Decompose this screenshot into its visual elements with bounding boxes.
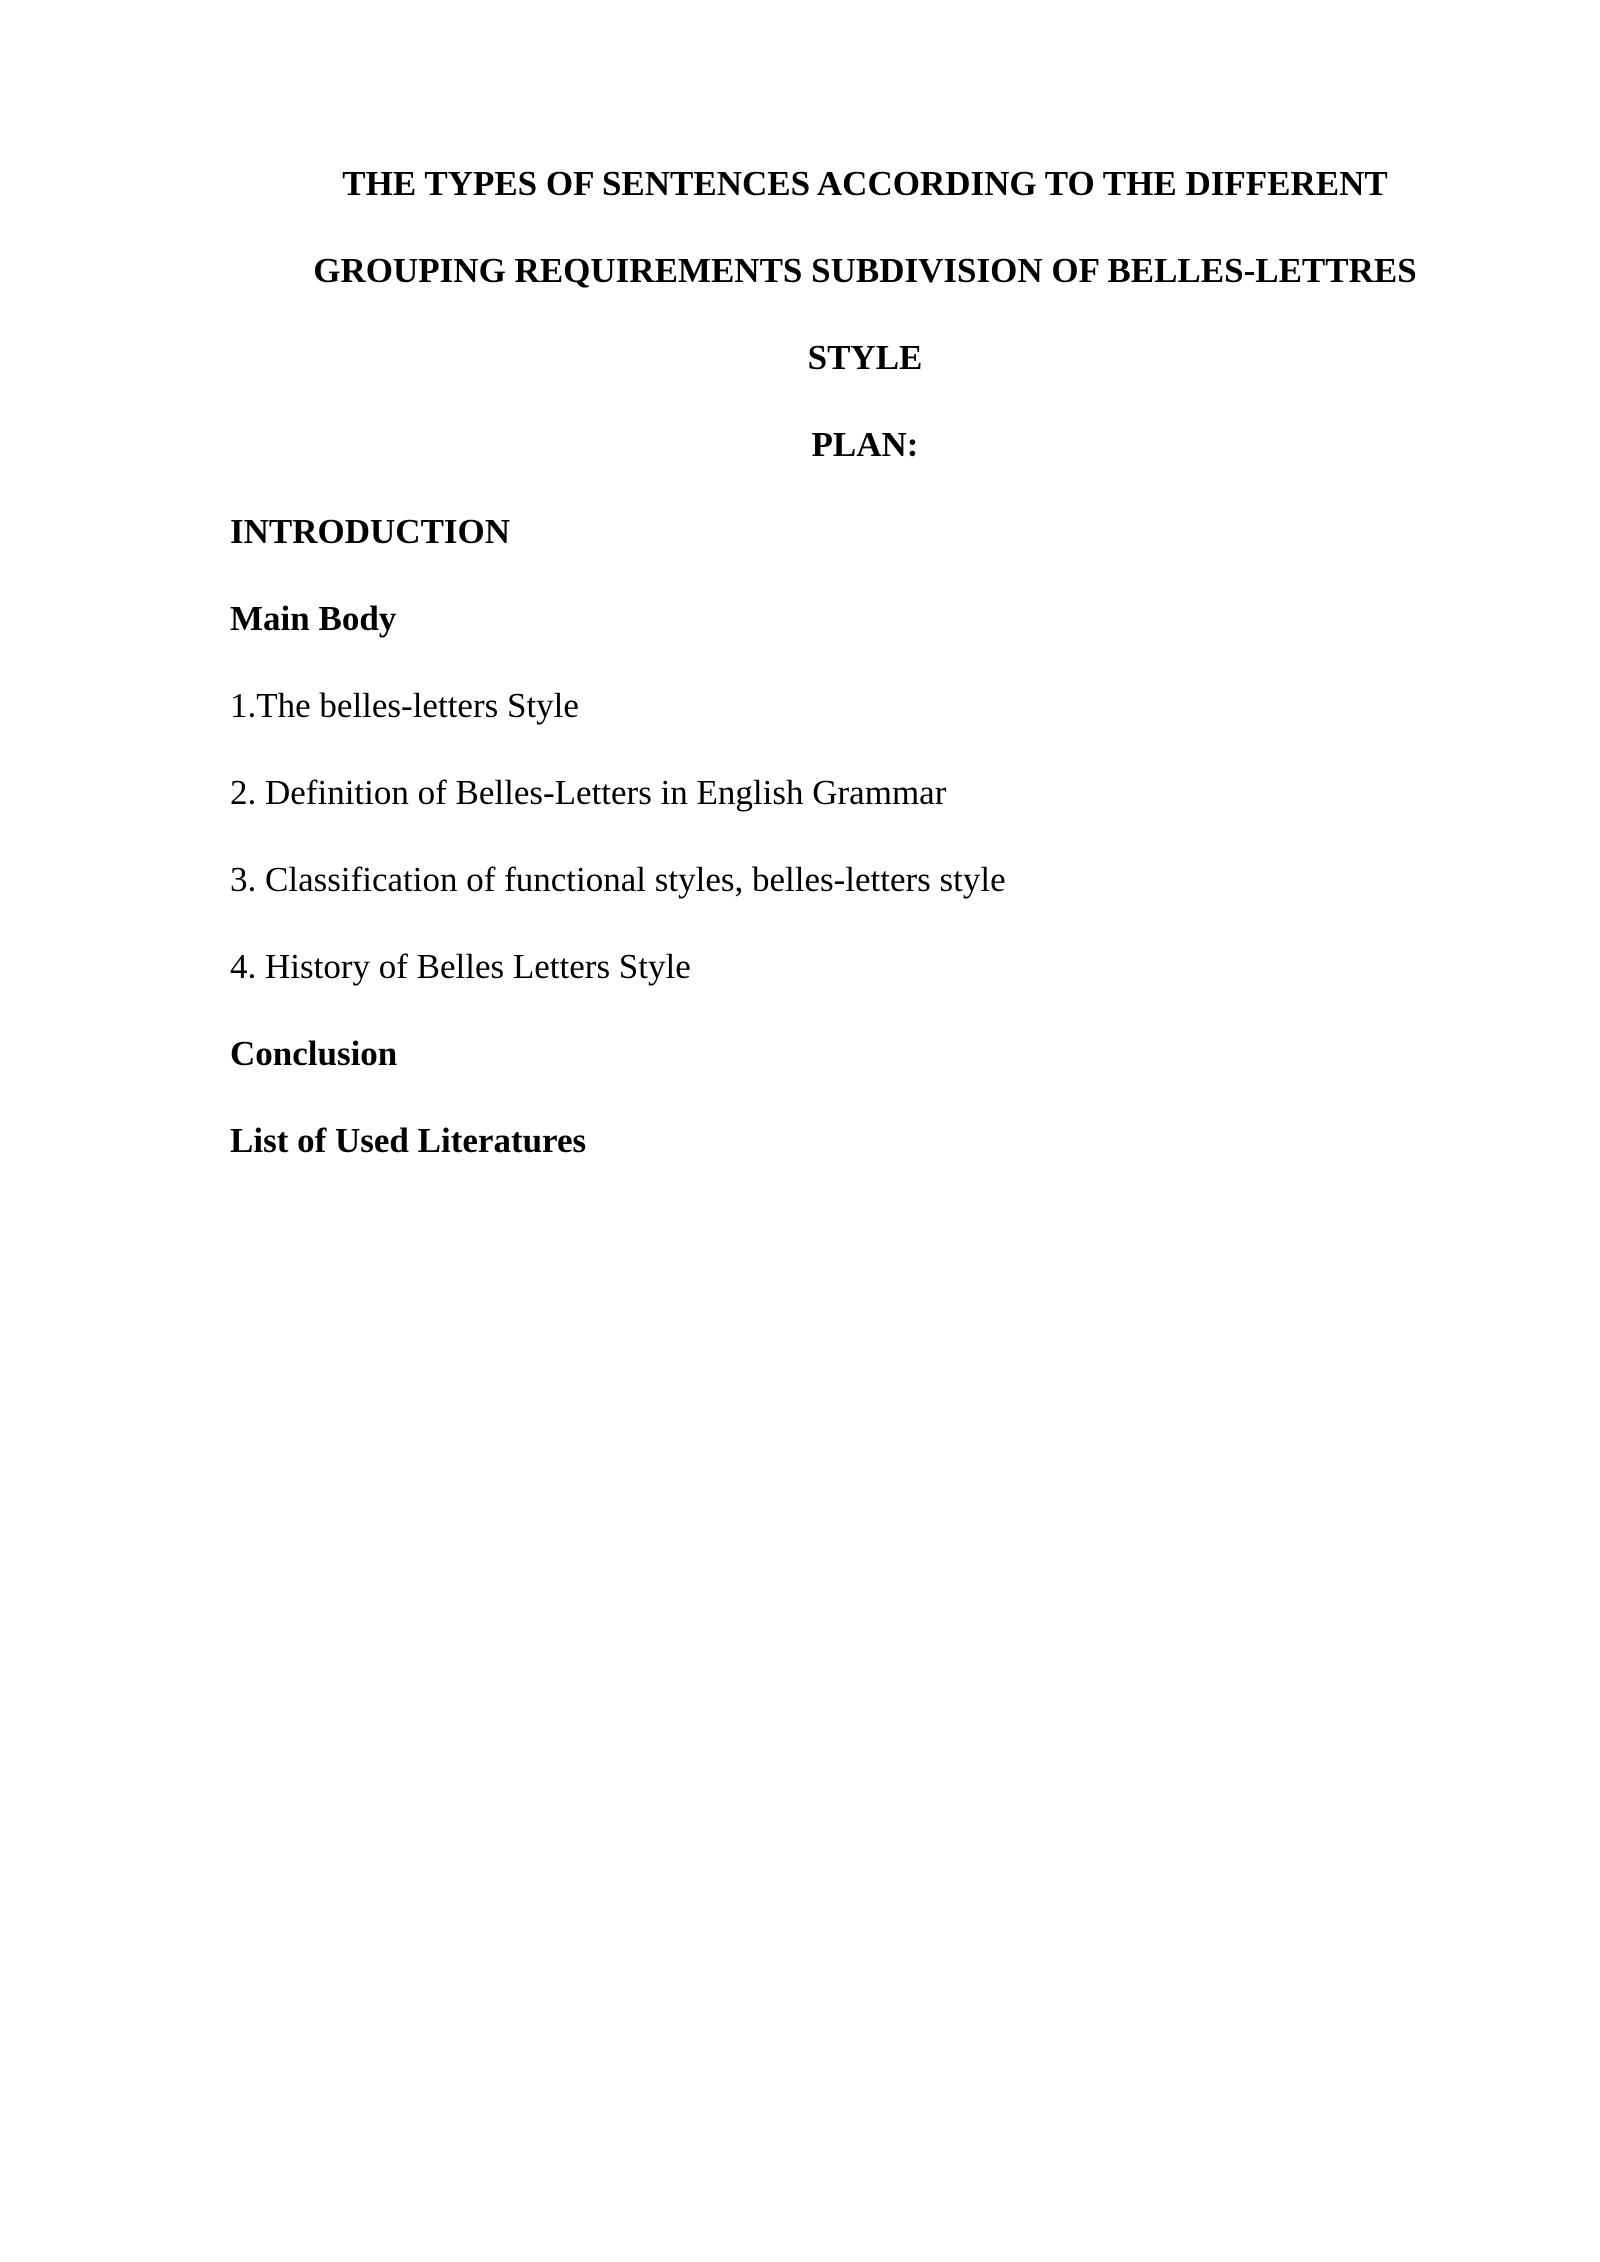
plan-item-literature: List of Used Literatures [230,1121,587,1160]
plan-item-2: 2. Definition of Belles-Letters in English Grammar [230,773,947,812]
plan-item-conclusion: Conclusion [230,1034,398,1073]
document-title-line-1: THE TYPES OF SENTENCES ACCORDING TO THE DIFFERENT [342,164,1388,203]
plan-item-1: 1.The belles-letters Style [230,686,579,725]
document-title-line-3: STYLE [807,338,923,377]
plan-list [230,488,1500,1184]
title-block [230,140,1500,488]
plan-item-main-body: Main Body [230,599,397,638]
plan-item-introduction: INTRODUCTION [230,512,511,551]
document-title-line-2: GROUPING REQUIREMENTS SUBDIVISION OF BELLES-LETTRES [313,251,1417,290]
plan-item-4: 4. History of Belles Letters Style [230,947,691,986]
plan-item-3: 3. Classification of functional styles, belles-letters style [230,860,1006,899]
plan-heading: PLAN: [811,425,919,464]
